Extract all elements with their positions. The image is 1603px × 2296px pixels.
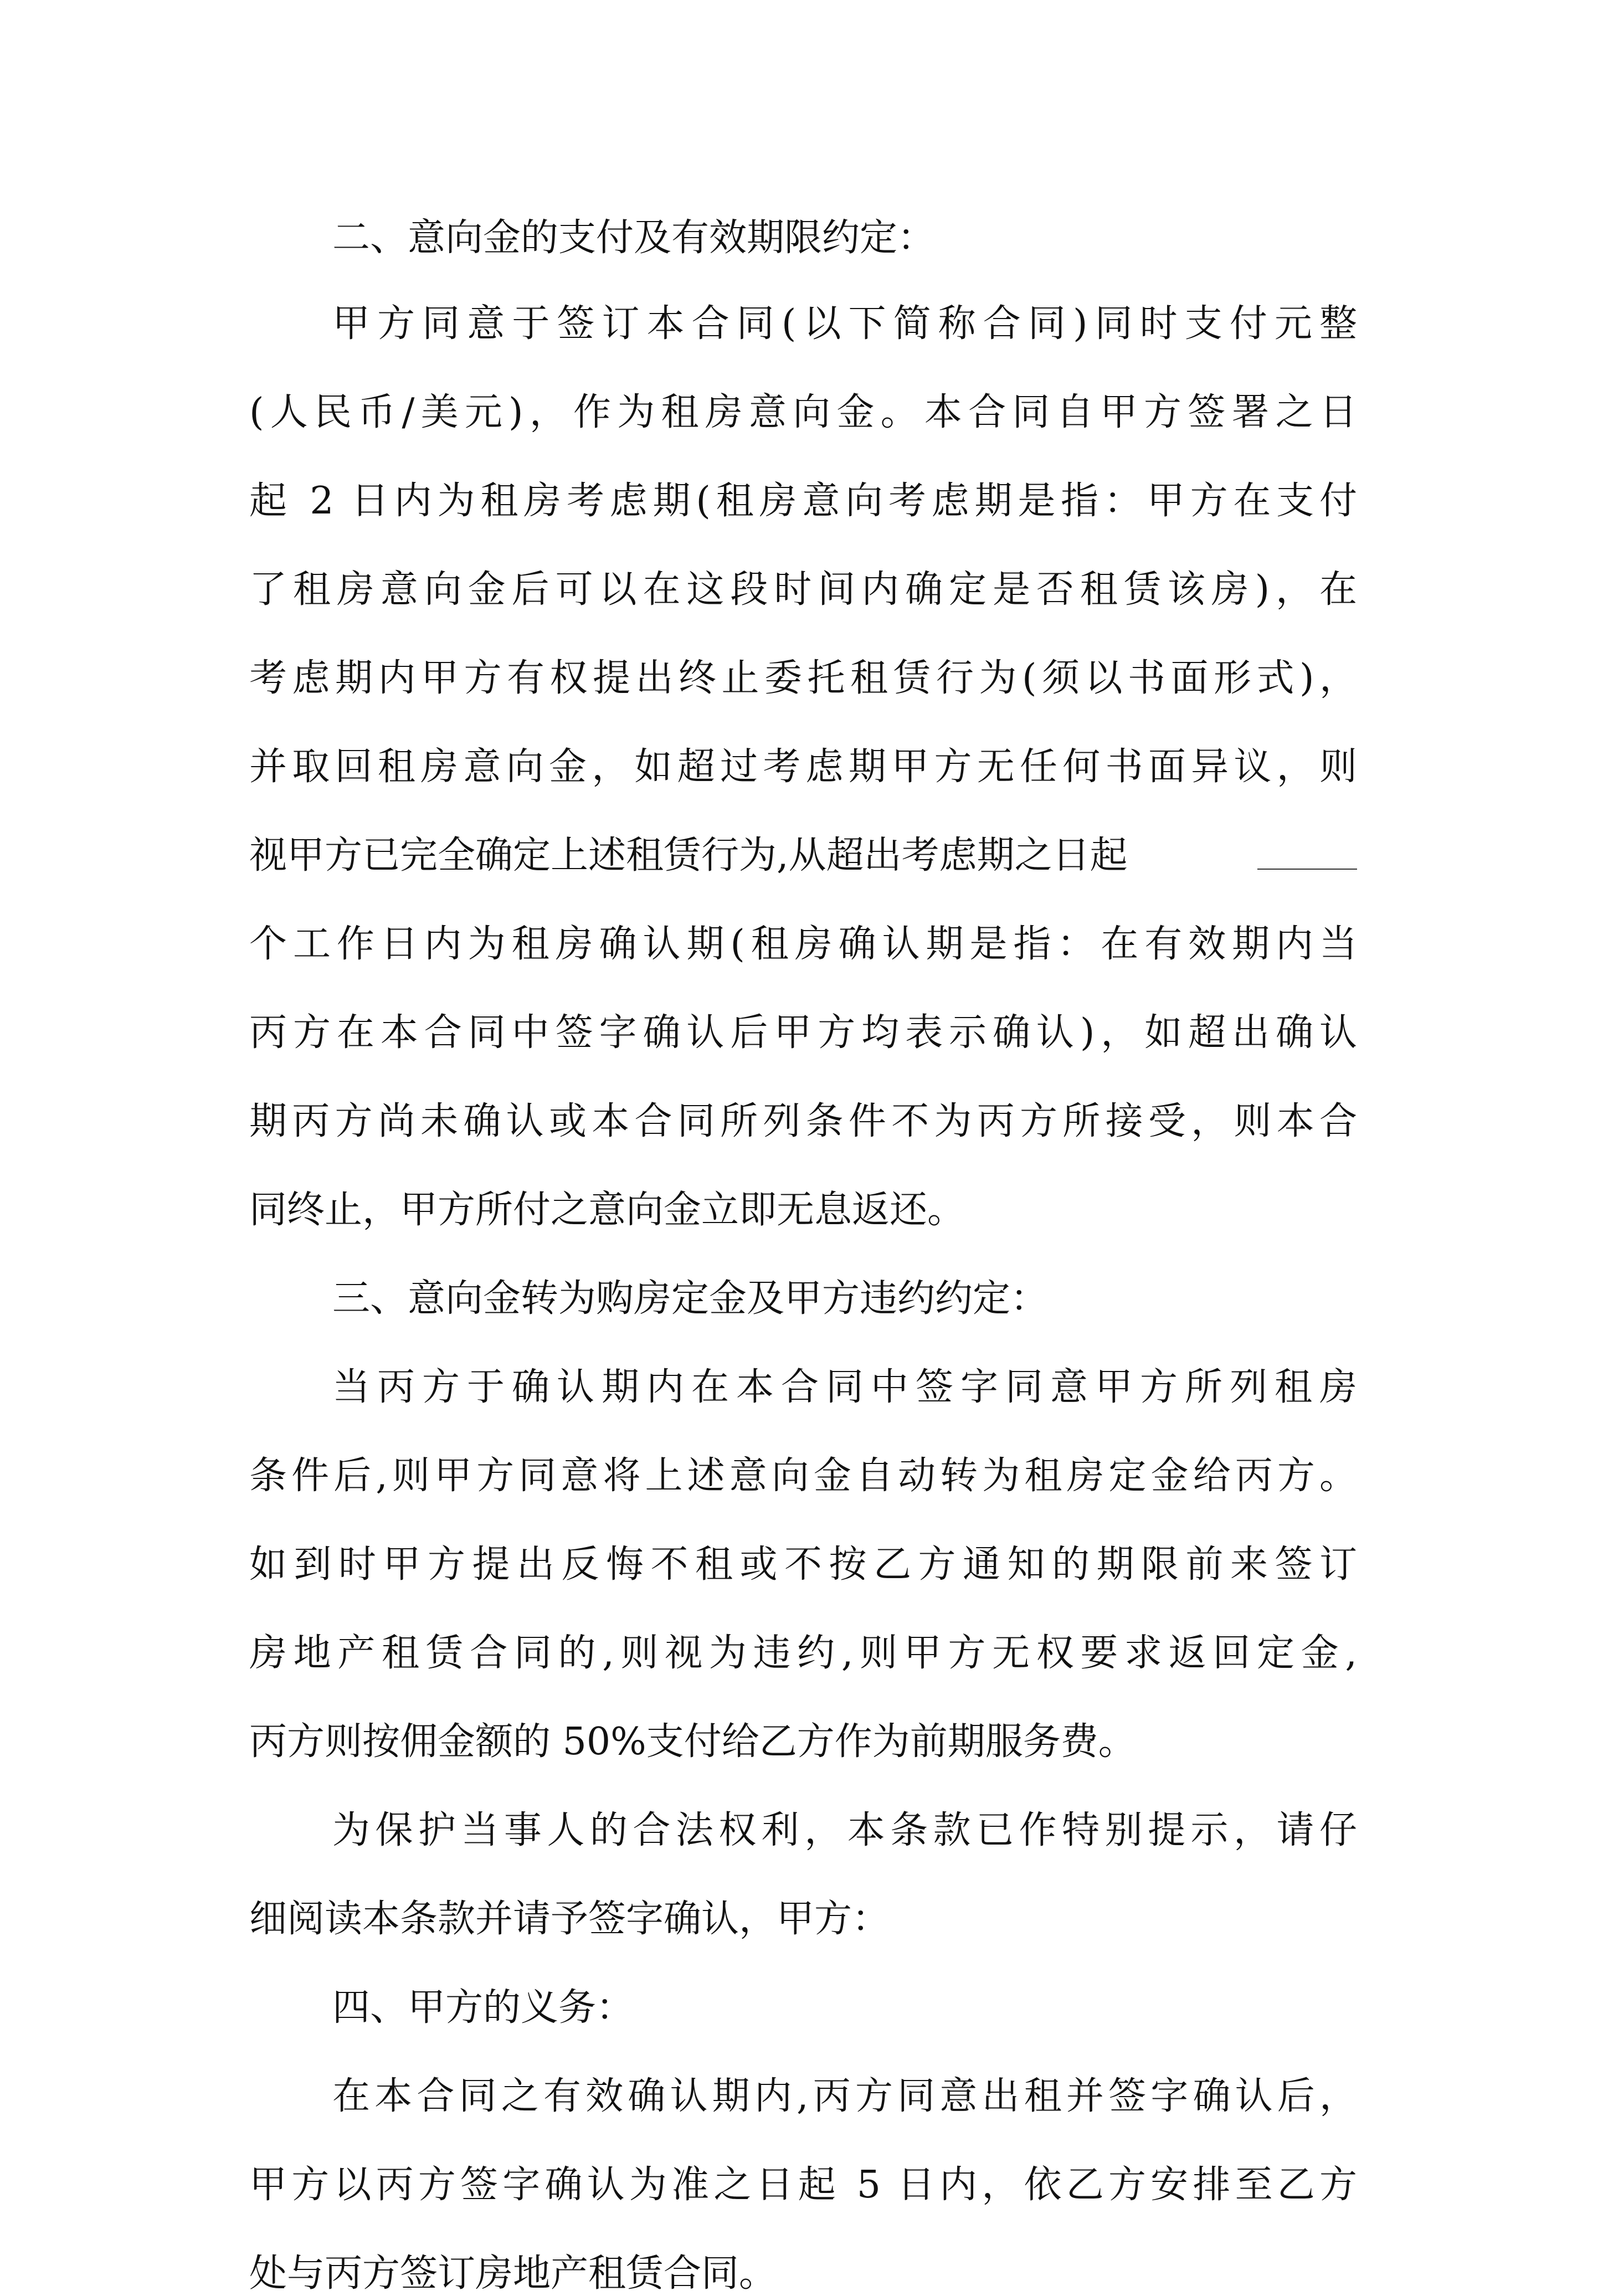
section-heading-4: 四、甲方的义务： (332, 1986, 634, 2030)
section-heading-2: 二、意向金的支付及有效期限约定： (332, 216, 936, 260)
paragraph-line: 甲方以丙方签字确认为准之日起 5 日内，依乙方安排至乙方 (249, 2163, 1357, 2207)
paragraph-line: 甲方同意于签订本合同(以下简称合同)同时支付元整 (332, 302, 1357, 346)
paragraph-line: 为保护当事人的合法权利，本条款已作特别提示，请仔 (332, 1809, 1357, 1852)
paragraph-line: 并取回租房意向金，如超过考虑期甲方无任何书面异议，则 (249, 745, 1357, 789)
paragraph-line: 条件后,则甲方同意将上述意向金自动转为租房定金给丙方。 (249, 1454, 1357, 1498)
paragraph-line: 同终止，甲方所付之意向金立即无息返还。 (249, 1188, 965, 1232)
paragraph-line: 期丙方尚未确认或本合同所列条件不为丙方所接受，则本合 (249, 1100, 1357, 1143)
paragraph-line: 起 2 日内为租房考虑期(租房意向考虑期是指：甲方在支付 (249, 479, 1357, 523)
paragraph-line: 房地产租赁合同的,则视为违约,则甲方无权要求返回定金, (249, 1631, 1357, 1675)
paragraph-line: (人民币/美元)，作为租房意向金。本合同自甲方签署之日 (249, 391, 1357, 434)
paragraph-line: 丙方在本合同中签字确认后甲方均表示确认)，如超出确认 (249, 1011, 1357, 1055)
paragraph-line: 个工作日内为租房确认期(租房确认期是指：在有效期内当 (249, 922, 1357, 966)
paragraph-line: 处与丙方签订房地产租赁合同。 (249, 2252, 777, 2295)
paragraph-line: 视甲方已完全确定上述租赁行为,从超出考虑期之日起 (249, 834, 1128, 877)
paragraph-line: 了租房意向金后可以在这段时间内确定是否租赁该房)，在 (249, 568, 1357, 612)
paragraph-line: 如到时甲方提出反悔不租或不按乙方通知的期限前来签订 (249, 1543, 1357, 1586)
section-heading-3: 三、意向金转为购房定金及甲方违约约定： (332, 1277, 1049, 1321)
paragraph-line: 当丙方于确认期内在本合同中签字同意甲方所列租房 (332, 1365, 1357, 1409)
paragraph-line: 在本合同之有效确认期内,丙方同意出租并签字确认后， (332, 2074, 1357, 2118)
paragraph-line: 细阅读本条款并请予签字确认，甲方： (249, 1897, 890, 1941)
blank-underline (1257, 835, 1357, 870)
paragraph-line: 考虑期内甲方有权提出终止委托租赁行为(须以书面形式)， (249, 656, 1357, 700)
paragraph-line: 丙方则按佣金额的 50%支付给乙方作为前期服务费。 (249, 1720, 1136, 1764)
